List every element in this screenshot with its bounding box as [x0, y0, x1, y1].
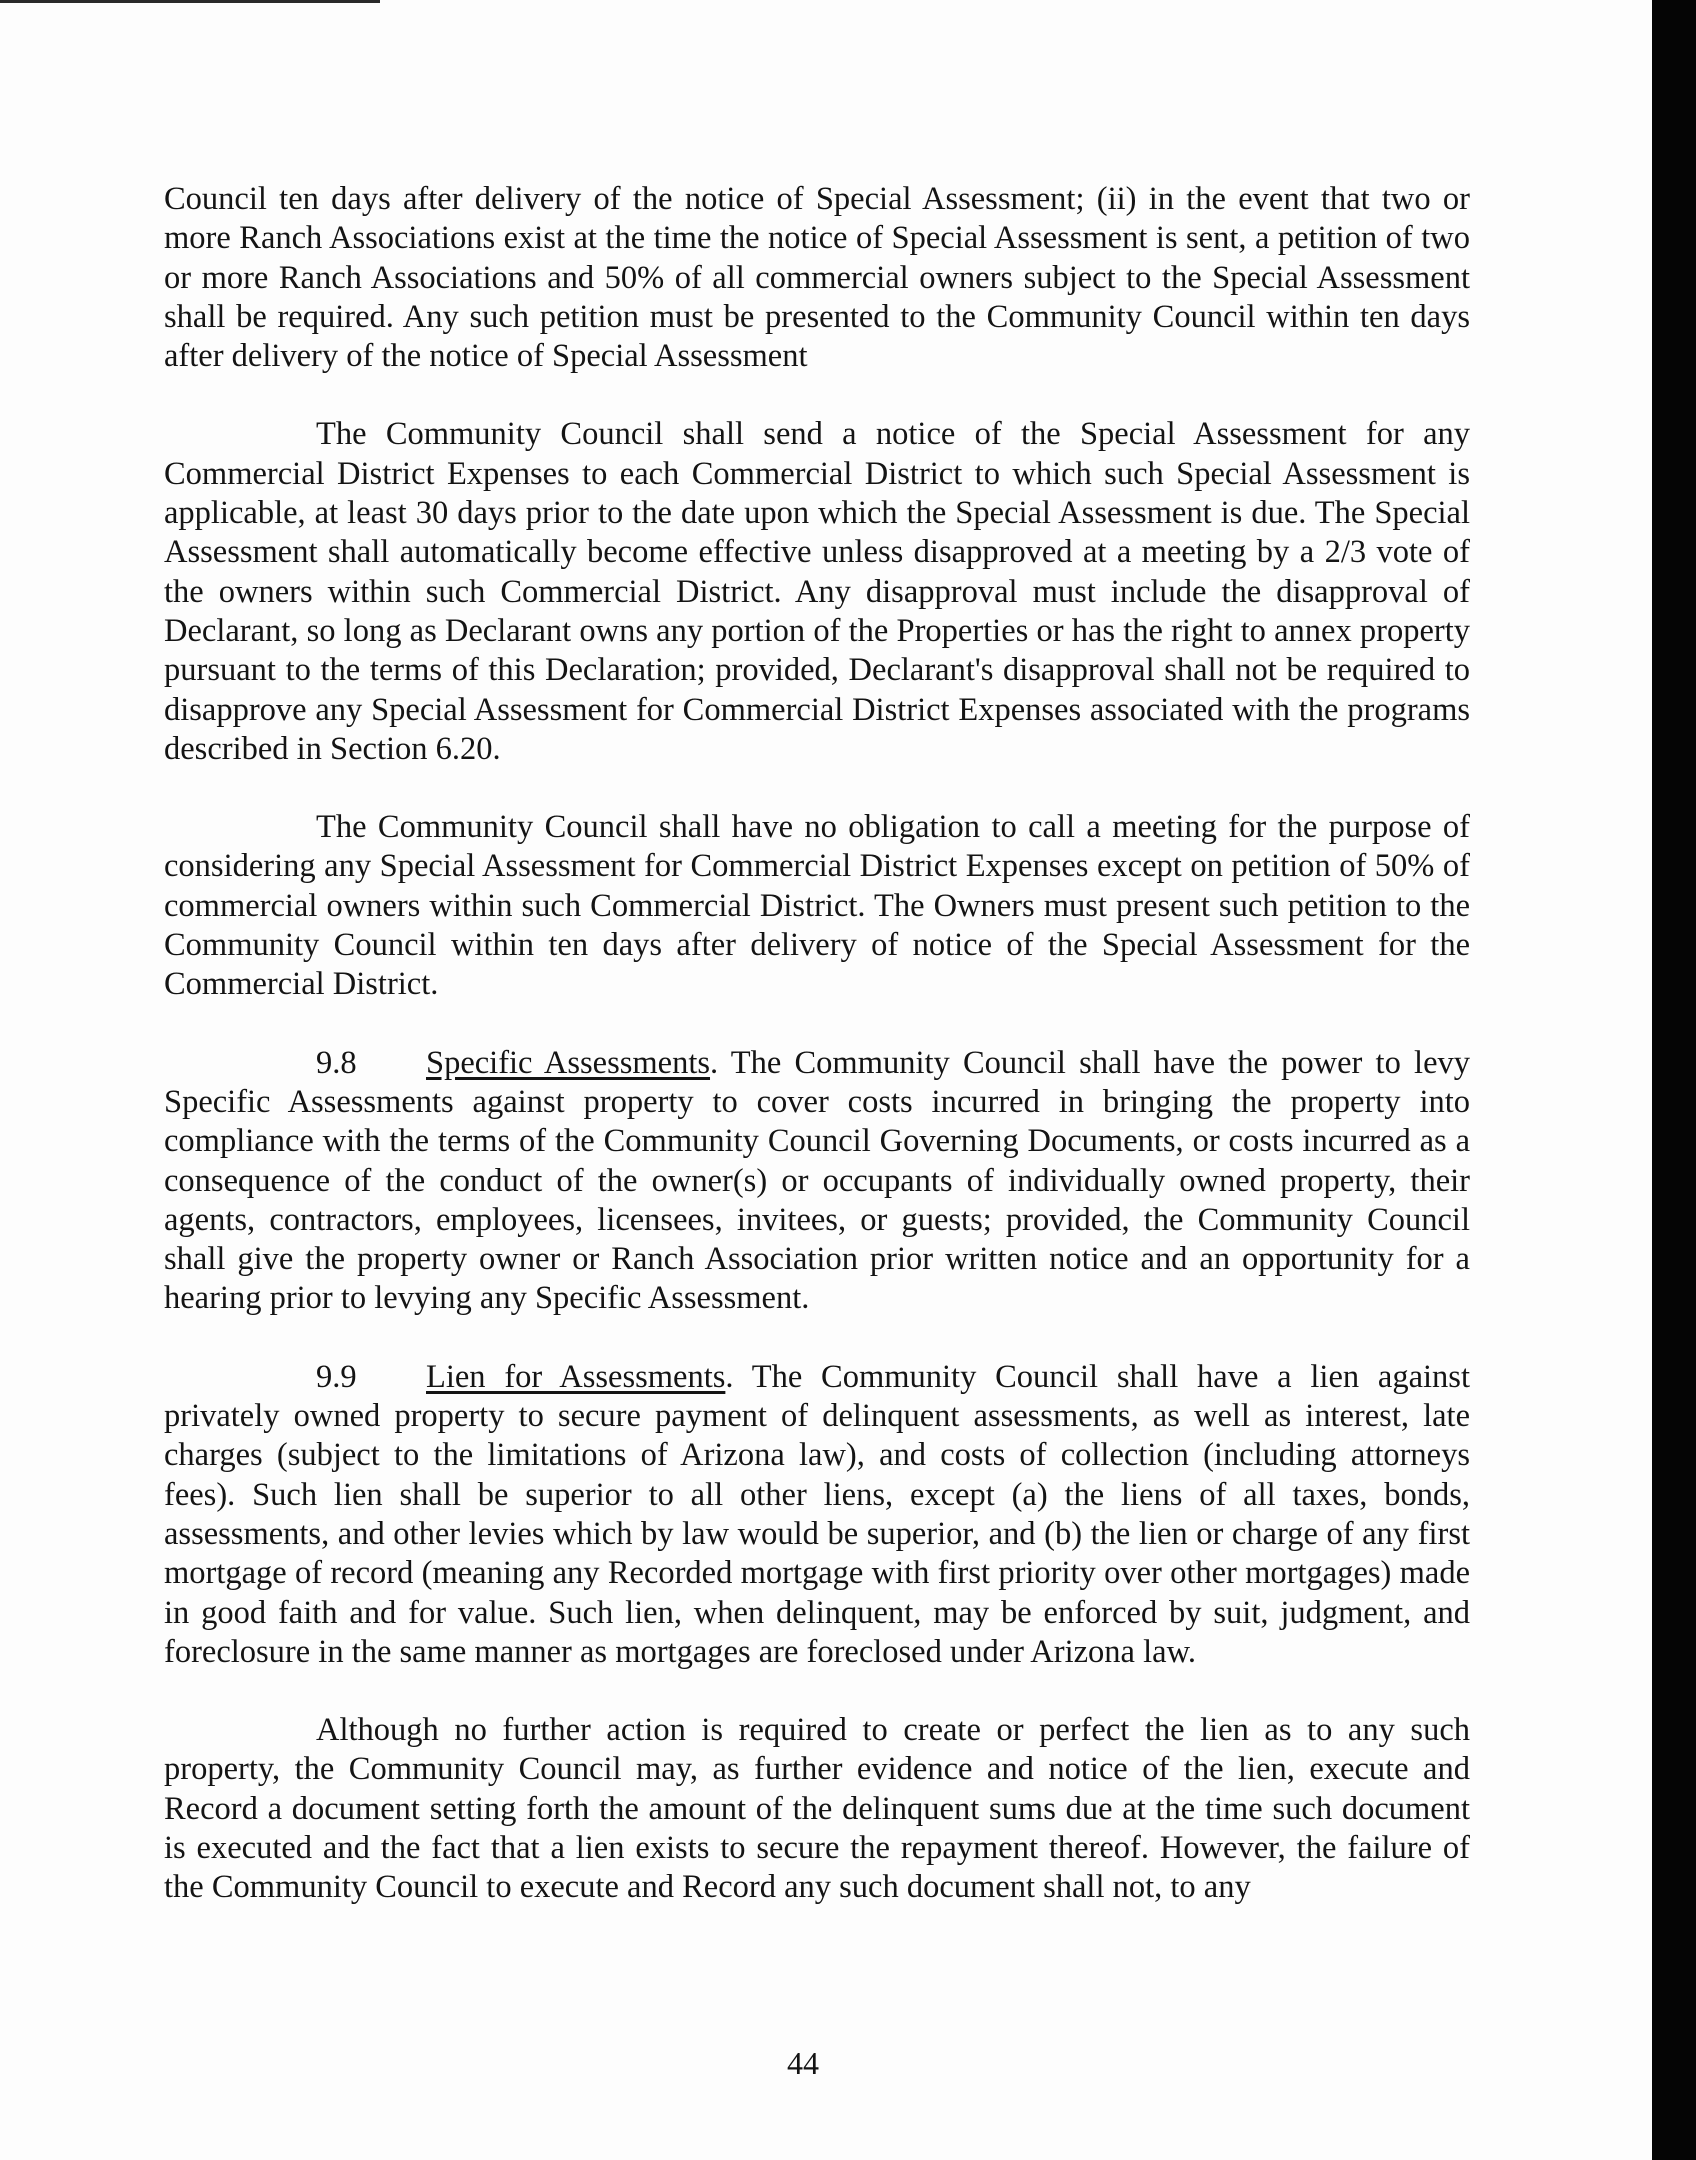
section-number: 9.9	[316, 1358, 357, 1395]
paragraph-continuation: Council ten days after delivery of the notice of Special Assessment; (ii) in the event that two or more Ranch Associations exist at the time the notice of Special Assessment is sent, a petition of two or more Ranch Associations and 50% of all commercial owners subject to the Special Assessment shall be required. Any such petition must be presented to the Community Council within ten days after delivery of the notice of Special Assessment	[164, 181, 1470, 375]
paragraph-lien-record: Although no further action is required to create or perfect the lien as to any such property, the Community Council may, as further evidence and notice of the lien, execute and Record a document setting forth the amount of the delinquent sums due at the time such document is executed and the fact that a lien exists to secure the repayment thereof. However, the failure of the Community Council to execute and Record any such document shall not, to any	[164, 1712, 1470, 1906]
section-9-9	[164, 1358, 1470, 1672]
top-edge-rule	[0, 0, 380, 3]
section-text: . The Community Council shall have the power to levy Specific Assessments against property to cover costs incurred in bringing the property into compliance with the terms of the Community Council Governing Documents, or costs incurred as a consequence of the conduct of the owner(s) or occupants of individually owned property, their agents, contractors, employees, licensees, invitees, or guests; provided, the Community Council shall give the property owner or Ranch Association prior written notice and an opportunity for a hearing prior to levying any Specific Assessment.	[164, 1044, 1470, 1317]
section-number: 9.8	[316, 1044, 357, 1081]
paragraph-meeting-obligation: The Community Council shall have no obligation to call a meeting for the purpose of considering any Special Assessment for Commercial District Expenses except on petition of 50% of commercial owners within such Commercial District. The Owners must present such petition to the Community Council within ten days after delivery of notice of the Special Assessment for the Commercial District.	[164, 809, 1470, 1003]
section-title: Lien for Assessments	[426, 1358, 726, 1395]
section-9-8	[164, 1044, 1470, 1319]
section-text: . The Community Council shall have a lien against privately owned property to secure payment of delinquent assessments, as well as interest, late charges (subject to the limitations of Arizona law), and costs of collection (including attorneys fees). Such lien shall be superior to all other liens, except (a) the liens of all taxes, bonds, assessments, and other levies which by law would be superior, and (b) the lien or charge of any first mortgage of record (meaning any Recorded mortgage with first priority over other mortgages) made in good faith and for value. Such lien, when delinquent, may be enforced by suit, judgment, and foreclosure in the same manner as mortgages are foreclosed under Arizona law.	[164, 1358, 1470, 1670]
document-body	[164, 180, 1470, 1947]
page-number: 44	[787, 2045, 819, 2081]
section-title: Specific Assessments	[426, 1044, 711, 1081]
paragraph-special-assessment-notice: The Community Council shall send a notice of the Special Assessment for any Commercial District Expenses to each Commercial District to which such Special Assessment is applicable, at least 30 days prior to the date upon which the Special Assessment is due. The Special Assessment shall automatically become effective unless disapproved at a meeting by a 2/3 vote of the owners within such Commercial District. Any disapproval must include the disapproval of Declarant, so long as Declarant owns any portion of the Properties or has the right to annex property pursuant to the terms of this Declaration; provided, Declarant's disapproval shall not be required to disapprove any Special Assessment for Commercial District Expenses associated with the programs described in Section 6.20.	[164, 416, 1470, 767]
scan-border	[1652, 0, 1696, 2160]
